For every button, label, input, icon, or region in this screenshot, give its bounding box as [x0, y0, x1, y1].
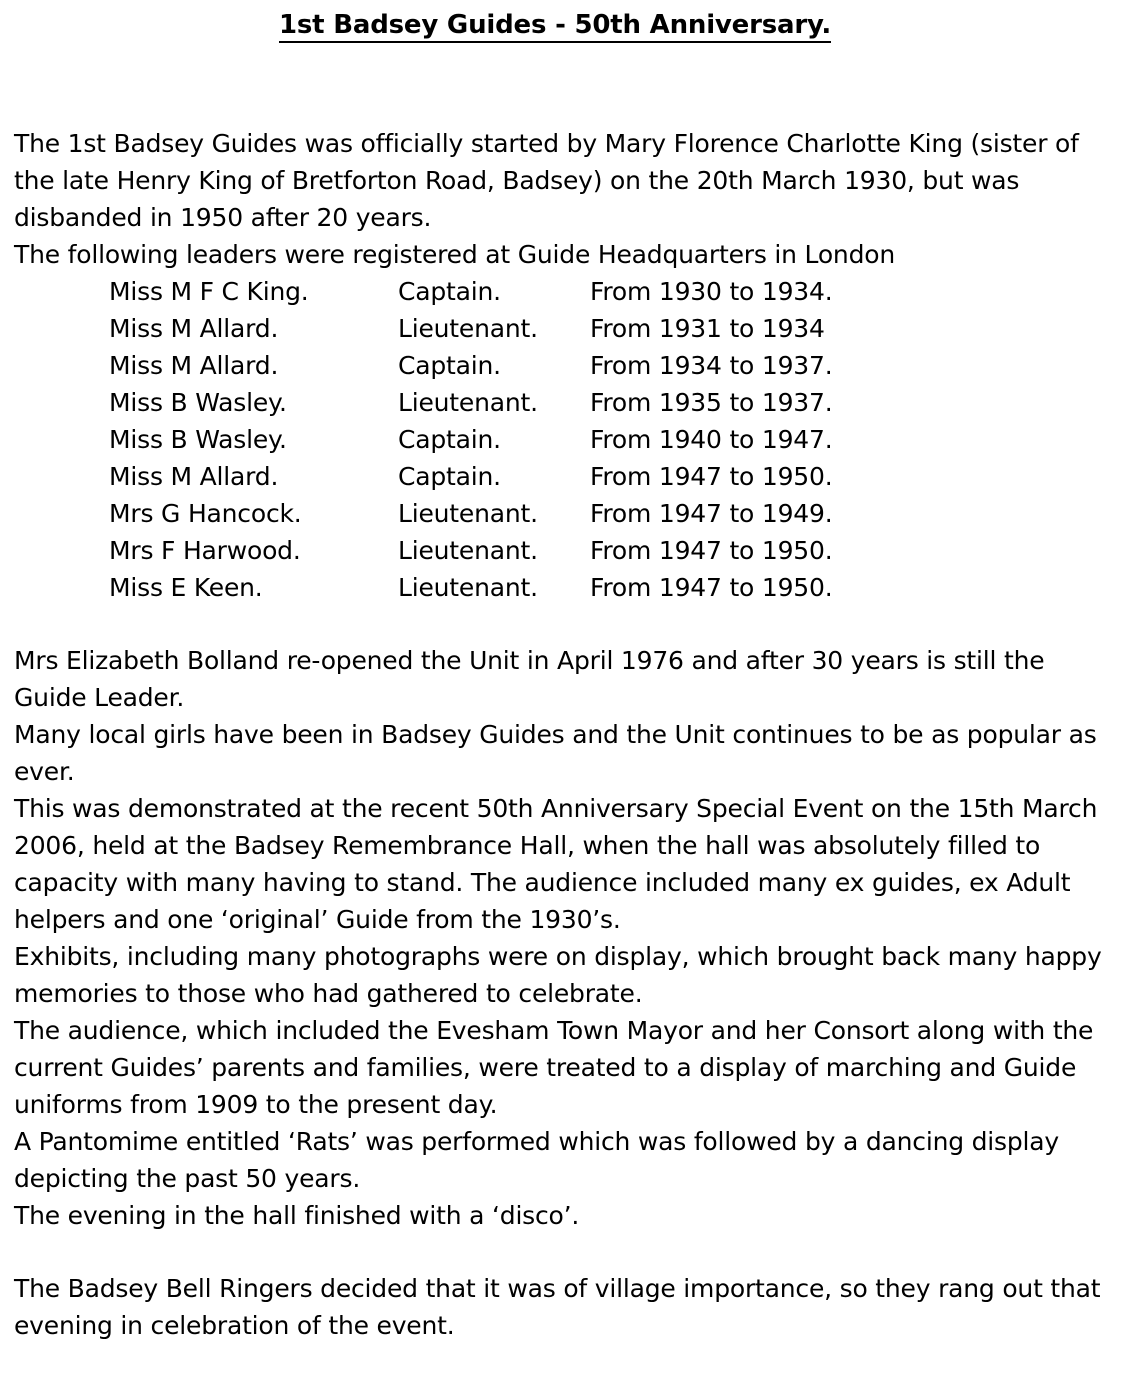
leader-period: From 1947 to 1950. [590, 573, 833, 602]
leader-name: Mrs G Hancock. [109, 499, 302, 528]
leader-row [109, 569, 832, 606]
leader-row [109, 532, 832, 569]
leader-period: From 1931 to 1934 [590, 314, 825, 343]
leader-role: Lieutenant. [398, 314, 538, 343]
leader-period: From 1940 to 1947. [590, 425, 833, 454]
leader-period: From 1947 to 1949. [590, 499, 833, 528]
document-title: 1st Badsey Guides - 50th Anniversary. [279, 10, 831, 43]
leader-role: Captain. [398, 462, 501, 491]
body-paragraph: A Pantomime entitled ‘Rats’ was performed which was followed by a dancing display depicting the past 50 years. [14, 1127, 1059, 1193]
intro-paragraph: The 1st Badsey Guides was officially started by Mary Florence Charlotte King (sister of the late Henry King of Bretforton Road, Badsey) on the 20th March 1930, but was disbanded in 1950 after 20 years. [14, 129, 1079, 232]
leader-role: Lieutenant. [398, 573, 538, 602]
leader-role: Captain. [398, 351, 501, 380]
leader-period: From 1947 to 1950. [590, 536, 833, 565]
leader-name: Miss M F C King. [109, 277, 309, 306]
leader-period: From 1934 to 1937. [590, 351, 833, 380]
leader-period: From 1935 to 1937. [590, 388, 833, 417]
body-paragraph: This was demonstrated at the recent 50th Anniversary Special Event on the 15th March 2006, held at the Badsey Remembrance Hall, when the hall was absolutely filled to capacity with many having to stand. The audience included many ex guides, ex Adult helpers and one ‘original’ Guide from the 1930’s. [14, 794, 1098, 934]
leader-name: Miss M Allard. [109, 351, 279, 380]
body-paragraph: Many local girls have been in Badsey Guides and the Unit continues to be as popular as ever. [14, 720, 1097, 786]
leader-role: Captain. [398, 425, 501, 454]
leader-name: Mrs F Harwood. [109, 536, 301, 565]
leader-period: From 1947 to 1950. [590, 462, 833, 491]
leader-name: Miss M Allard. [109, 314, 279, 343]
leader-name: Miss E Keen. [109, 573, 263, 602]
body-paragraph: The evening in the hall finished with a ‘disco’. [14, 1201, 580, 1230]
leaders-intro: The following leaders were registered at Guide Headquarters in London [14, 240, 895, 269]
leader-role: Lieutenant. [398, 536, 538, 565]
body-paragraph: Exhibits, including many photographs were on display, which brought back many happy memories to those who had gathered to celebrate. [14, 942, 1102, 1008]
leader-row [109, 310, 832, 347]
leader-name: Miss M Allard. [109, 462, 279, 491]
leader-row [109, 421, 832, 458]
leader-row [109, 384, 832, 421]
leader-row [109, 458, 832, 495]
leader-period: From 1930 to 1934. [590, 277, 833, 306]
leader-row [109, 273, 832, 310]
leader-row [109, 495, 832, 532]
leader-role: Captain. [398, 277, 501, 306]
leader-role: Lieutenant. [398, 388, 538, 417]
section-spacer [14, 606, 1124, 642]
leader-name: Miss B Wasley. [109, 425, 287, 454]
section-spacer [14, 1234, 1124, 1270]
body-paragraph: Mrs Elizabeth Bolland re-opened the Unit in April 1976 and after 30 years is still the Guide Leader. [14, 646, 1045, 712]
document-page [14, 0, 1124, 1344]
closing-paragraph: The Badsey Bell Ringers decided that it was of village importance, so they rang out that evening in celebration of the event. [14, 1274, 1101, 1340]
body-paragraph: The audience, which included the Evesham Town Mayor and her Consort along with the current Guides’ parents and families, were treated to a display of marching and Guide uniforms from 1909 to the present day. [14, 1016, 1094, 1119]
leader-row [109, 347, 832, 384]
leader-role: Lieutenant. [398, 499, 538, 528]
leader-name: Miss B Wasley. [109, 388, 287, 417]
leaders-table [109, 273, 832, 606]
